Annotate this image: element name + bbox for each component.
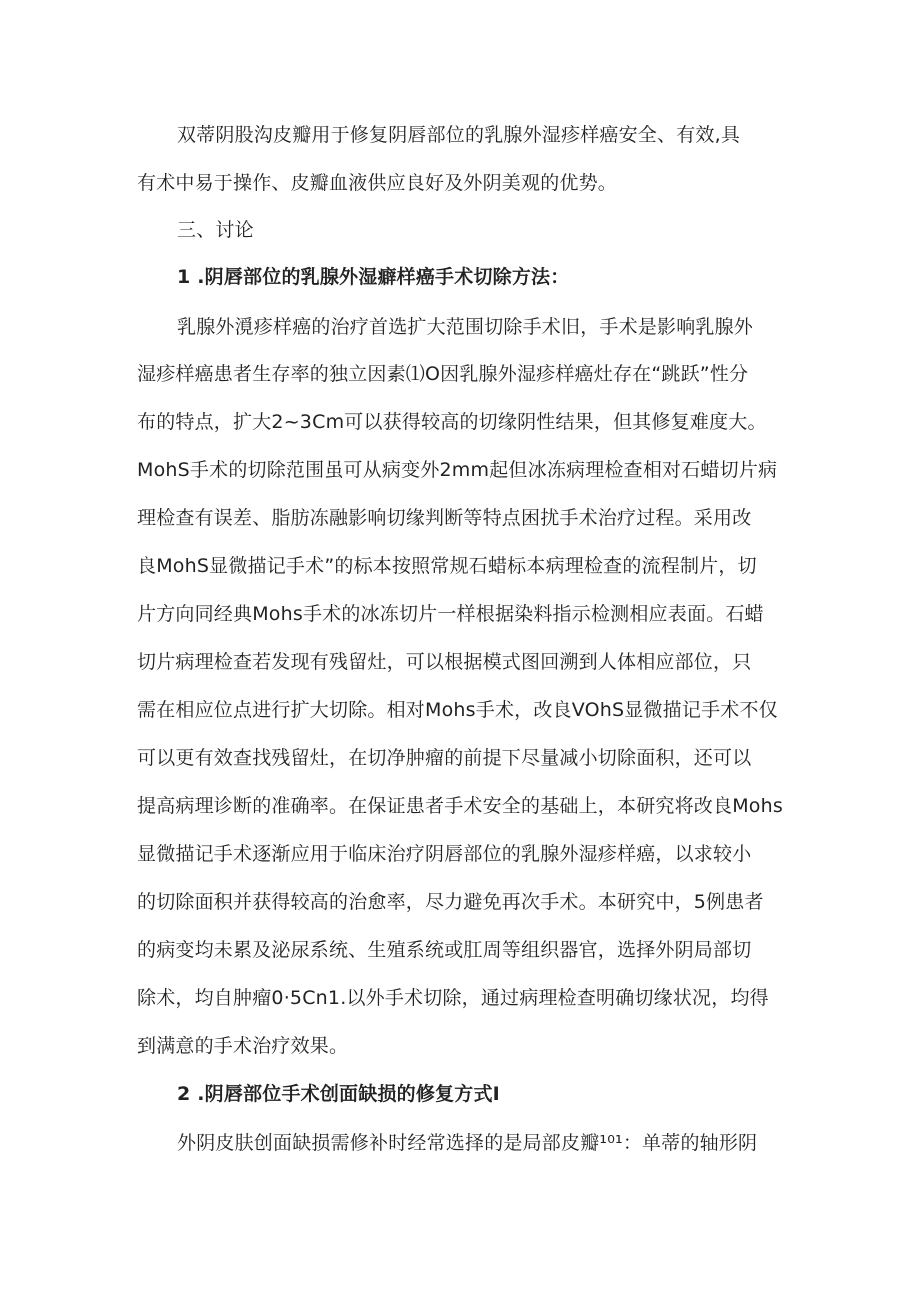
paragraph-1-line: 的切除面积并获得较高的治愈率，尽力避免再次手术。本研究中，5例患者 xyxy=(137,891,764,913)
paragraph-1-line: 片方向同经典Mohs手术的冰冻切片一样根据染料指示检测相应表面。石蜡 xyxy=(137,603,764,625)
paragraph-1-line: 可以更有效查找残留灶，在切净肿瘤的前提下尽量减小切除面积，还可以 xyxy=(137,747,752,769)
paragraph-1-line: 显微描记手术逐渐应用于临床治疗阴唇部位的乳腺外湿疹样癌，以求较小 xyxy=(137,843,752,865)
paragraph-1-line: 乳腺外漞疹样癌的治疗首选扩大范围切除手术旧，手术是影响乳腺外 xyxy=(177,316,754,338)
paragraph-2-line: 外阴皮肤创面缺损需修补时经常选择的是局部皮瓣¹⁰¹：单蒂的轴形阴 xyxy=(177,1132,758,1154)
subsection-2-title: 2 .阴唇部位手术创面缺损的修复方式I xyxy=(177,1083,500,1105)
paragraph-1-line: 的病变均未累及泌尿系统、生殖系统或肛周等组织器官，选择外阴局部切 xyxy=(137,939,752,961)
paragraph-1-line: MohS手术的切除范围虽可从病变外2mm起但冰冻病理检查相对石蜡切片病 xyxy=(137,459,778,481)
subsection-1-title: 1 .阴唇部位的乳腺外湿癖样癌手术切除方法： xyxy=(177,266,570,288)
paragraph-1-line: 到满意的手术治疗效果。 xyxy=(137,1035,349,1057)
paragraph-1-line: 提高病理诊断的准确率。在保证患者手术安全的基础上，本研究将改良Mohs xyxy=(137,795,783,817)
paragraph-1-line: 理检查有误差、脂肪冻融影响切缘判断等特点困扰手术治疗过程。采用改 xyxy=(137,507,752,529)
section-title: 三、讨论 xyxy=(177,219,254,241)
intro-line-1: 双蒂阴股沟皮瓣用于修复阴唇部位的乳腺外湿疹样癌安全、有效,具 xyxy=(177,124,741,146)
paragraph-1-line: 需在相应位点进行扩大切除。相对Mohs手术，改良VOhS显微描记手术不仅 xyxy=(137,699,778,721)
paragraph-1-line: 布的特点，扩大2~3Cm可以获得较高的切缘阴性结果，但其修复难度大。 xyxy=(137,411,767,433)
paragraph-1-line: 良MohS显微描记手术”的标本按照常规石蜡标本病理检查的流程制片，切 xyxy=(137,555,757,577)
paragraph-1-line: 切片病理检查若发现有残留灶，可以根据模式图回溯到人体相应部位，只 xyxy=(137,651,752,673)
intro-line-2: 有术中易于操作、皮瓣血液供应良好及外阴美观的优势。 xyxy=(137,172,618,194)
paragraph-1-line: 湿疹样癌患者生存率的独立因素⑴O因乳腺外湿疹样癌灶存在“跳跃”性分 xyxy=(137,363,749,385)
paragraph-1-line: 除术，均自肿瘤0·5Cn1.以外手术切除，通过病理检查明确切缘状况，均得 xyxy=(137,987,769,1009)
